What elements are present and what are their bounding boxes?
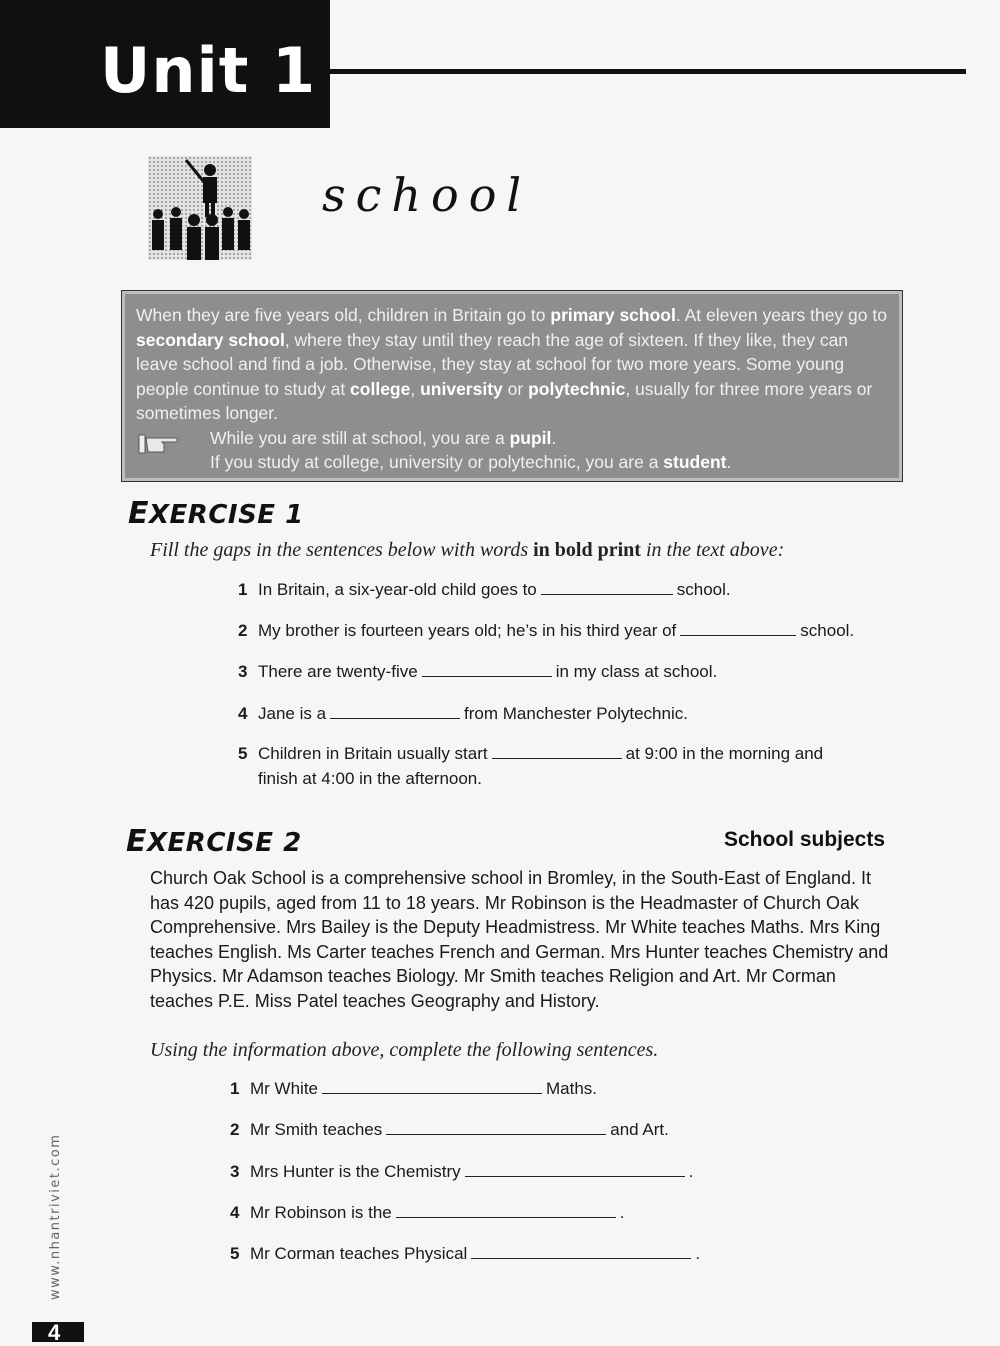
publisher-url: www.nhantriviet.com xyxy=(48,1133,63,1300)
item-text: Mrs Hunter is the Chemistry xyxy=(250,1162,461,1181)
item-text: Mr Corman teaches Physical xyxy=(250,1244,468,1263)
item-text: Mr Smith teaches xyxy=(250,1120,383,1139)
ex2-item xyxy=(230,1203,624,1223)
exercise-1-title xyxy=(128,496,304,531)
pointing-hand-icon xyxy=(138,430,180,456)
answer-blank[interactable] xyxy=(541,582,673,595)
item-number: 5 xyxy=(230,1244,240,1263)
info-text-segment: or xyxy=(502,378,529,399)
unit-title: Unit 1 xyxy=(100,34,317,107)
ex2-item xyxy=(230,1079,597,1099)
exercise-title-cap: E xyxy=(128,496,149,531)
answer-blank[interactable] xyxy=(471,1246,691,1259)
item-text: In Britain, a six-year-old child goes to xyxy=(258,580,537,599)
info-bold-term: college xyxy=(350,378,411,399)
unit-header-block xyxy=(0,0,330,128)
item-text: at 9:00 in the morning and xyxy=(625,744,824,763)
info-text-segment: , usually for three more years or sometimes longer. xyxy=(136,378,873,423)
item-text: Jane is a xyxy=(258,704,327,723)
item-number: 1 xyxy=(238,580,248,599)
note-text: If you study at college, university or polytechnic, you are a xyxy=(210,452,664,472)
ex1-item xyxy=(238,704,688,724)
answer-blank[interactable] xyxy=(422,664,552,677)
answer-blank[interactable] xyxy=(465,1164,685,1177)
info-bold-term: secondary school xyxy=(136,329,285,350)
note-text: . xyxy=(726,452,732,472)
item-number: 2 xyxy=(238,621,248,640)
ex1-item xyxy=(238,621,854,641)
item-text: from Manchester Polytechnic. xyxy=(464,704,688,723)
answer-blank[interactable] xyxy=(330,706,460,719)
item-text: school. xyxy=(676,580,731,599)
item-text: Mr White xyxy=(250,1079,318,1098)
note-pupil xyxy=(210,426,890,451)
item-text: in my class at school. xyxy=(555,662,718,681)
note-bold-term: student xyxy=(663,452,727,472)
ex1-item xyxy=(238,744,823,764)
info-bold-term: polytechnic xyxy=(528,378,626,399)
exercise-2-passage: Church Oak School is a comprehensive school in Bromley, in the South-East of England. It has 420 pupils, aged from 11 to 18 years. Mr Robinson is the Headmaster of Church Oak Comprehensive. Mrs Bailey is the Deputy Headmistress. Mr White teaches Maths. Mrs King teaches English. Ms Carter teaches French and German. Mrs Hunter teaches Chemistry and Physics. Mr Adamson teaches Biology. Mr Smith teaches Religion and Art. Mr Corman teaches P.E. Miss Patel teaches Geography and History. xyxy=(150,868,889,1011)
ex1-item xyxy=(238,662,717,682)
answer-blank[interactable] xyxy=(396,1205,616,1218)
ex1-item-continuation: finish at 4:00 in the afternoon. xyxy=(258,769,482,788)
note-bold-term: pupil xyxy=(509,427,552,448)
info-text-segment: . At eleven years they go to xyxy=(675,305,887,325)
answer-blank[interactable] xyxy=(680,623,796,636)
instruction-bold: in bold print xyxy=(533,539,641,561)
exercise-title-rest: XERCISE 1 xyxy=(149,500,304,530)
item-text: There are twenty-five xyxy=(258,662,418,681)
page-number: 4 xyxy=(48,1320,61,1345)
note-row xyxy=(136,426,890,475)
ex2-item xyxy=(230,1120,669,1140)
info-text-segment: , where they stay until they reach the age of sixteen. If they like, they can leave school and find a job. Otherwise, they stay at school for two more years. Some young people continue to study at xyxy=(136,329,849,399)
exercise-2-subtitle: School subjects xyxy=(724,828,886,851)
note-text: . xyxy=(551,427,557,448)
instruction-text: Fill the gaps in the sentences below with words xyxy=(150,539,534,561)
answer-blank[interactable] xyxy=(386,1122,606,1135)
item-text: and Art. xyxy=(610,1120,669,1139)
answer-blank[interactable] xyxy=(492,746,622,759)
note-text: While you are still at school, you are a xyxy=(210,427,510,448)
ex2-item xyxy=(230,1244,700,1264)
item-number: 4 xyxy=(230,1203,240,1222)
ex2-item xyxy=(230,1162,693,1182)
info-bold-term: primary school xyxy=(550,305,676,325)
item-number: 4 xyxy=(238,704,248,723)
item-number: 3 xyxy=(238,662,248,681)
teacher-classroom-icon xyxy=(148,156,252,260)
item-text: . xyxy=(695,1244,701,1263)
info-bold-term: university xyxy=(420,378,503,399)
item-number: 5 xyxy=(238,744,248,763)
exercise-2-instructions: Using the information above, complete the following sentences. xyxy=(150,1039,659,1061)
exercise-1-instructions xyxy=(150,539,784,562)
info-text xyxy=(136,303,890,475)
topic-title: school xyxy=(322,168,532,222)
instruction-text: in the text above: xyxy=(640,539,785,561)
item-text: . xyxy=(619,1203,625,1222)
info-text-segment: , xyxy=(410,378,421,399)
info-box xyxy=(121,290,903,482)
answer-blank[interactable] xyxy=(322,1081,542,1094)
item-text: school. xyxy=(800,621,855,640)
item-text: Maths. xyxy=(546,1079,598,1098)
info-text-segment: When they are five years old, children in Britain go to xyxy=(136,305,551,325)
note-student xyxy=(210,450,890,475)
item-number: 1 xyxy=(230,1079,240,1098)
exercise-2-title xyxy=(126,824,302,859)
item-text: Children in Britain usually start xyxy=(258,744,488,763)
item-text: My brother is fourteen years old; he’s in his third year of xyxy=(258,621,677,640)
exercise-title-rest: XERCISE 2 xyxy=(147,828,302,858)
header-rule xyxy=(330,69,966,74)
exercise-title-cap: E xyxy=(126,824,147,859)
item-text: Mr Robinson is the xyxy=(250,1203,392,1222)
item-number: 3 xyxy=(230,1162,240,1181)
item-text: . xyxy=(688,1162,694,1181)
ex1-item xyxy=(238,580,731,600)
item-number: 2 xyxy=(230,1120,240,1139)
